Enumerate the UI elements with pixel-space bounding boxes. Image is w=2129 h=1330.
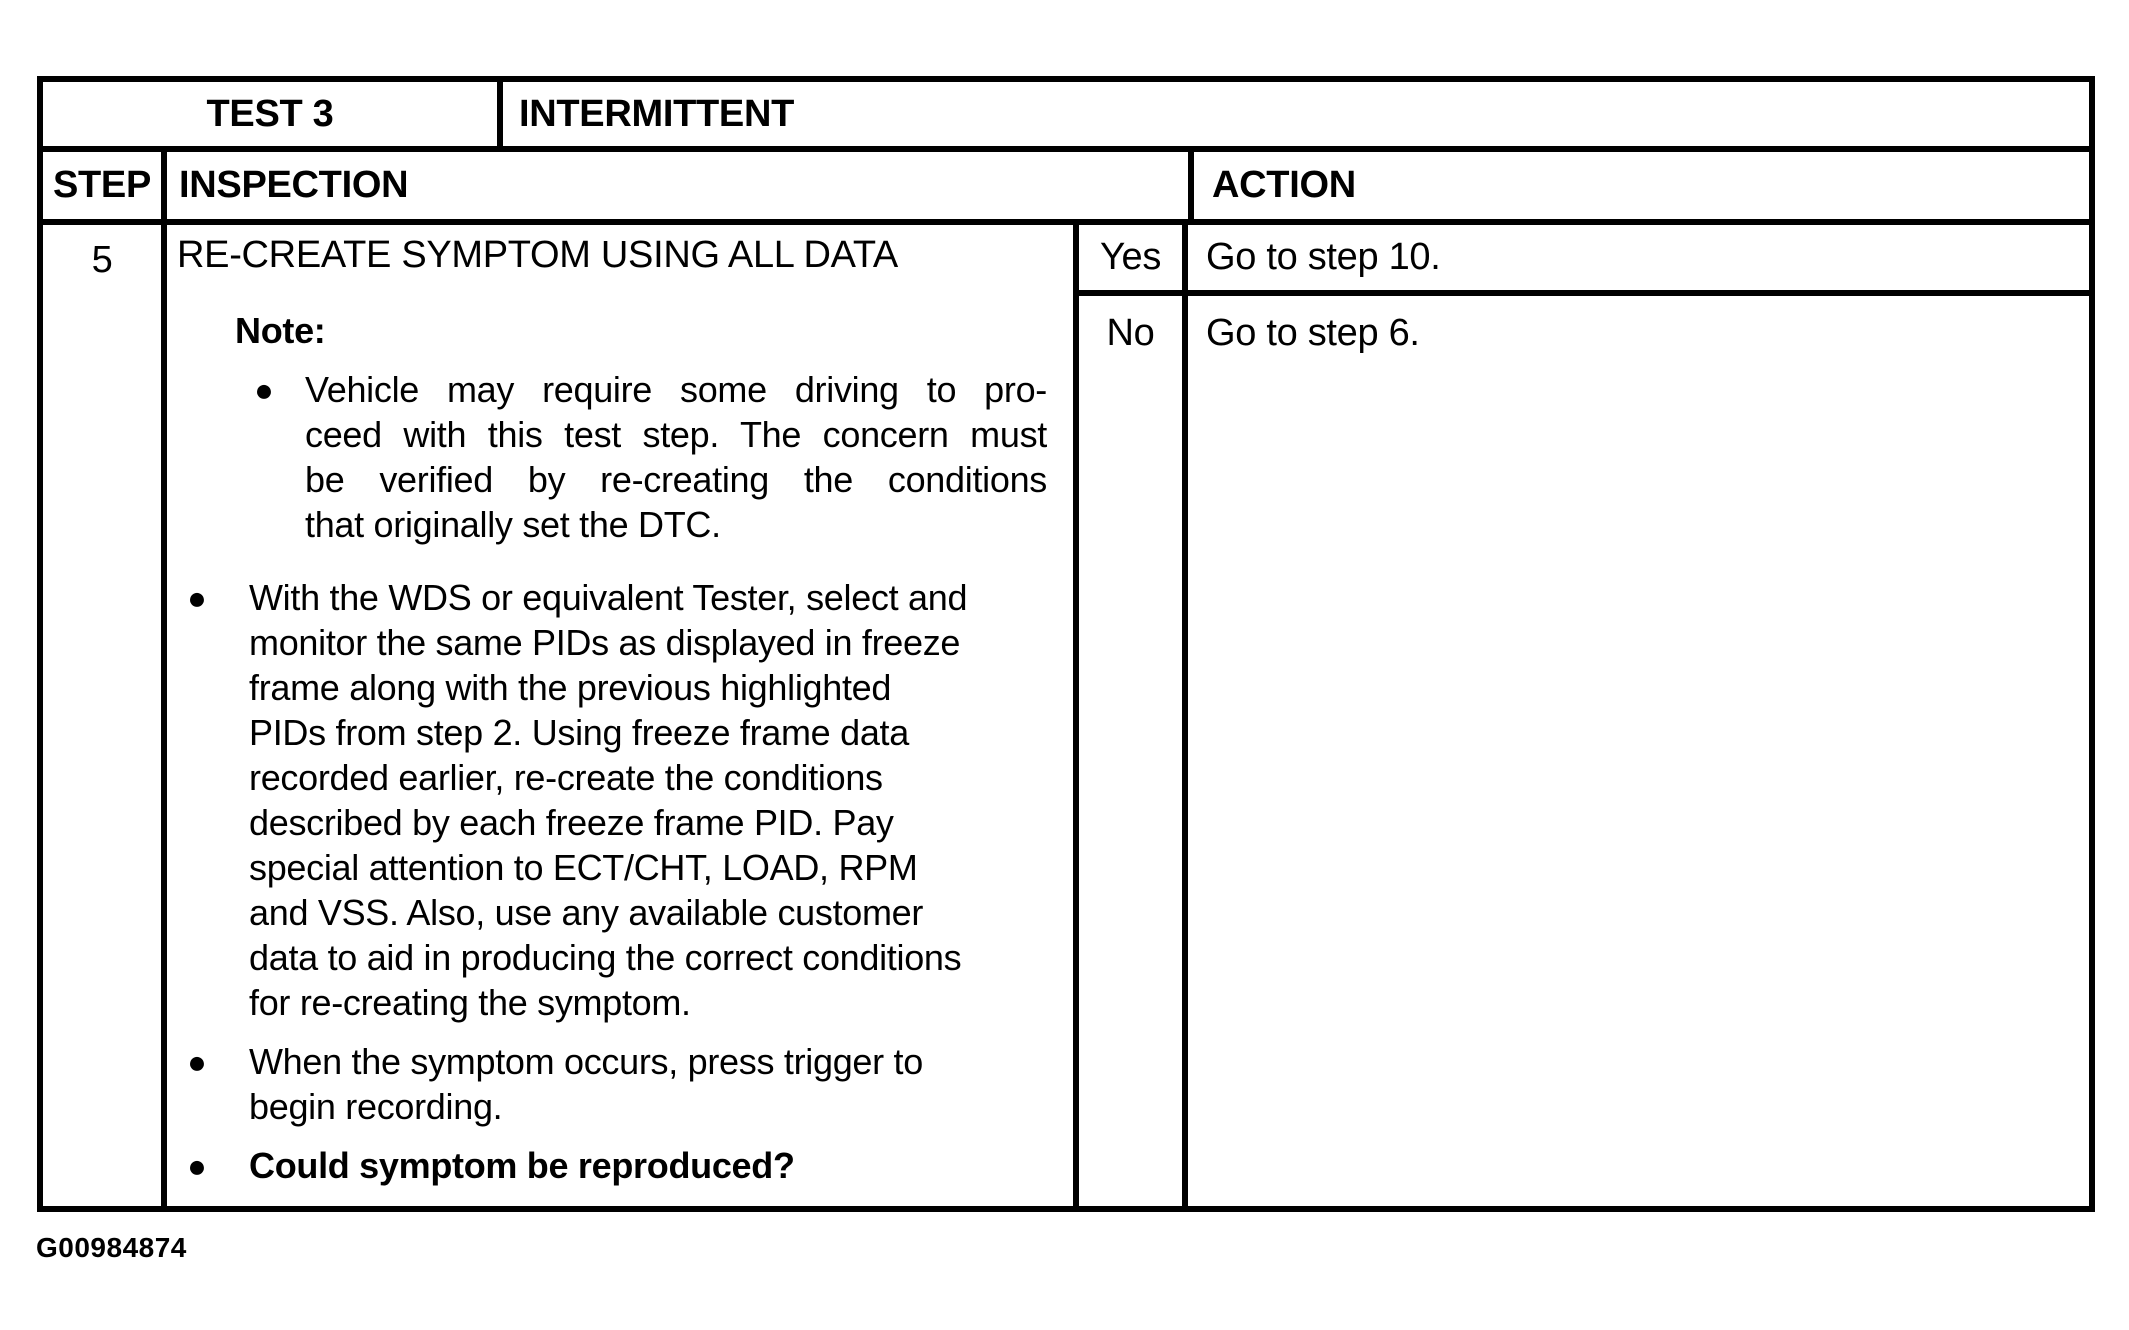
step-column-header [43, 152, 167, 219]
test-number-label: TEST 3 [206, 92, 334, 135]
bullet-line: described by each freeze frame PID. Pay [249, 802, 894, 843]
answer-cell-no [1079, 296, 1188, 1206]
step-header-label: STEP [52, 164, 152, 206]
bullet-icon: ● [187, 579, 207, 616]
bullet-text [249, 1143, 1059, 1188]
test-number-cell [43, 82, 503, 146]
note-line: be verified by re-creating the conditions [305, 459, 1047, 500]
bullet-line: and VSS. Also, use any available customer [249, 892, 924, 933]
action-instruction-no: Go to step 6. [1206, 312, 1420, 354]
bullet-line: With the WDS or equivalent Tester, select and [249, 577, 968, 618]
action-column-header [1194, 152, 2089, 219]
inspection-title: RE-CREATE SYMPTOM USING ALL DATA [177, 234, 898, 276]
list-item [177, 1039, 1059, 1129]
question-line: Could symptom be reproduced? [249, 1145, 795, 1186]
action-text-yes [1188, 225, 2089, 290]
note-line: that originally set the DTC. [305, 504, 721, 545]
action-header-label: ACTION [1212, 164, 1356, 206]
list-item [177, 1143, 1059, 1188]
inspection-cell [167, 225, 1079, 1206]
step-number: 5 [91, 239, 113, 281]
note-block [235, 308, 1059, 547]
test-name-cell [503, 82, 2089, 146]
bullet-text [249, 1039, 1059, 1129]
answer-cell-yes [1079, 225, 1188, 290]
test-name-label: INTERMITTENT [519, 92, 795, 135]
action-cell [1079, 225, 2089, 1206]
answer-yes-label: Yes [1099, 236, 1162, 278]
action-instruction-yes: Go to step 10. [1206, 236, 1441, 278]
bullet-icon: ● [254, 371, 274, 408]
bullet-line: When the symptom occurs, press trigger to [249, 1041, 923, 1082]
bullet-text [249, 575, 1059, 1025]
diagnostic-test-table [37, 76, 2095, 1212]
note-line: ceed with this test step. The concern must [305, 414, 1047, 455]
bullet-line: PIDs from step 2. Using freeze frame data [249, 712, 909, 753]
inspection-column-header [167, 152, 1194, 219]
bullet-line: data to aid in producing the correct conditions [249, 937, 962, 978]
column-header-row [43, 152, 2089, 225]
bullet-line: monitor the same PIDs as displayed in freeze [249, 622, 961, 663]
bullet-icon: ● [187, 1043, 207, 1080]
action-row-no [1079, 296, 2089, 1206]
list-item [177, 575, 1059, 1025]
figure-id: G00984874 [36, 1232, 187, 1263]
bullet-icon: ● [187, 1147, 207, 1184]
note-line: Vehicle may require some driving to pro- [305, 369, 1047, 410]
action-row-yes [1079, 225, 2089, 296]
table-row [43, 225, 2089, 1206]
answer-no-label: No [1106, 312, 1155, 354]
bullet-line: begin recording. [249, 1086, 503, 1127]
bullet-line: recorded earlier, re-create the conditions [249, 757, 883, 798]
note-bullet-text [305, 367, 1047, 547]
note-label: Note: [235, 310, 326, 351]
list-item [235, 367, 1059, 547]
bullet-line: special attention to ECT/CHT, LOAD, RPM [249, 847, 918, 888]
bullet-line: frame along with the previous highlighted [249, 667, 892, 708]
table-title-row [43, 82, 2089, 152]
step-number-cell [43, 225, 167, 1206]
inspection-header-label: INSPECTION [179, 164, 409, 206]
action-text-no [1188, 296, 2089, 1206]
bullet-line: for re-creating the symptom. [249, 982, 691, 1023]
